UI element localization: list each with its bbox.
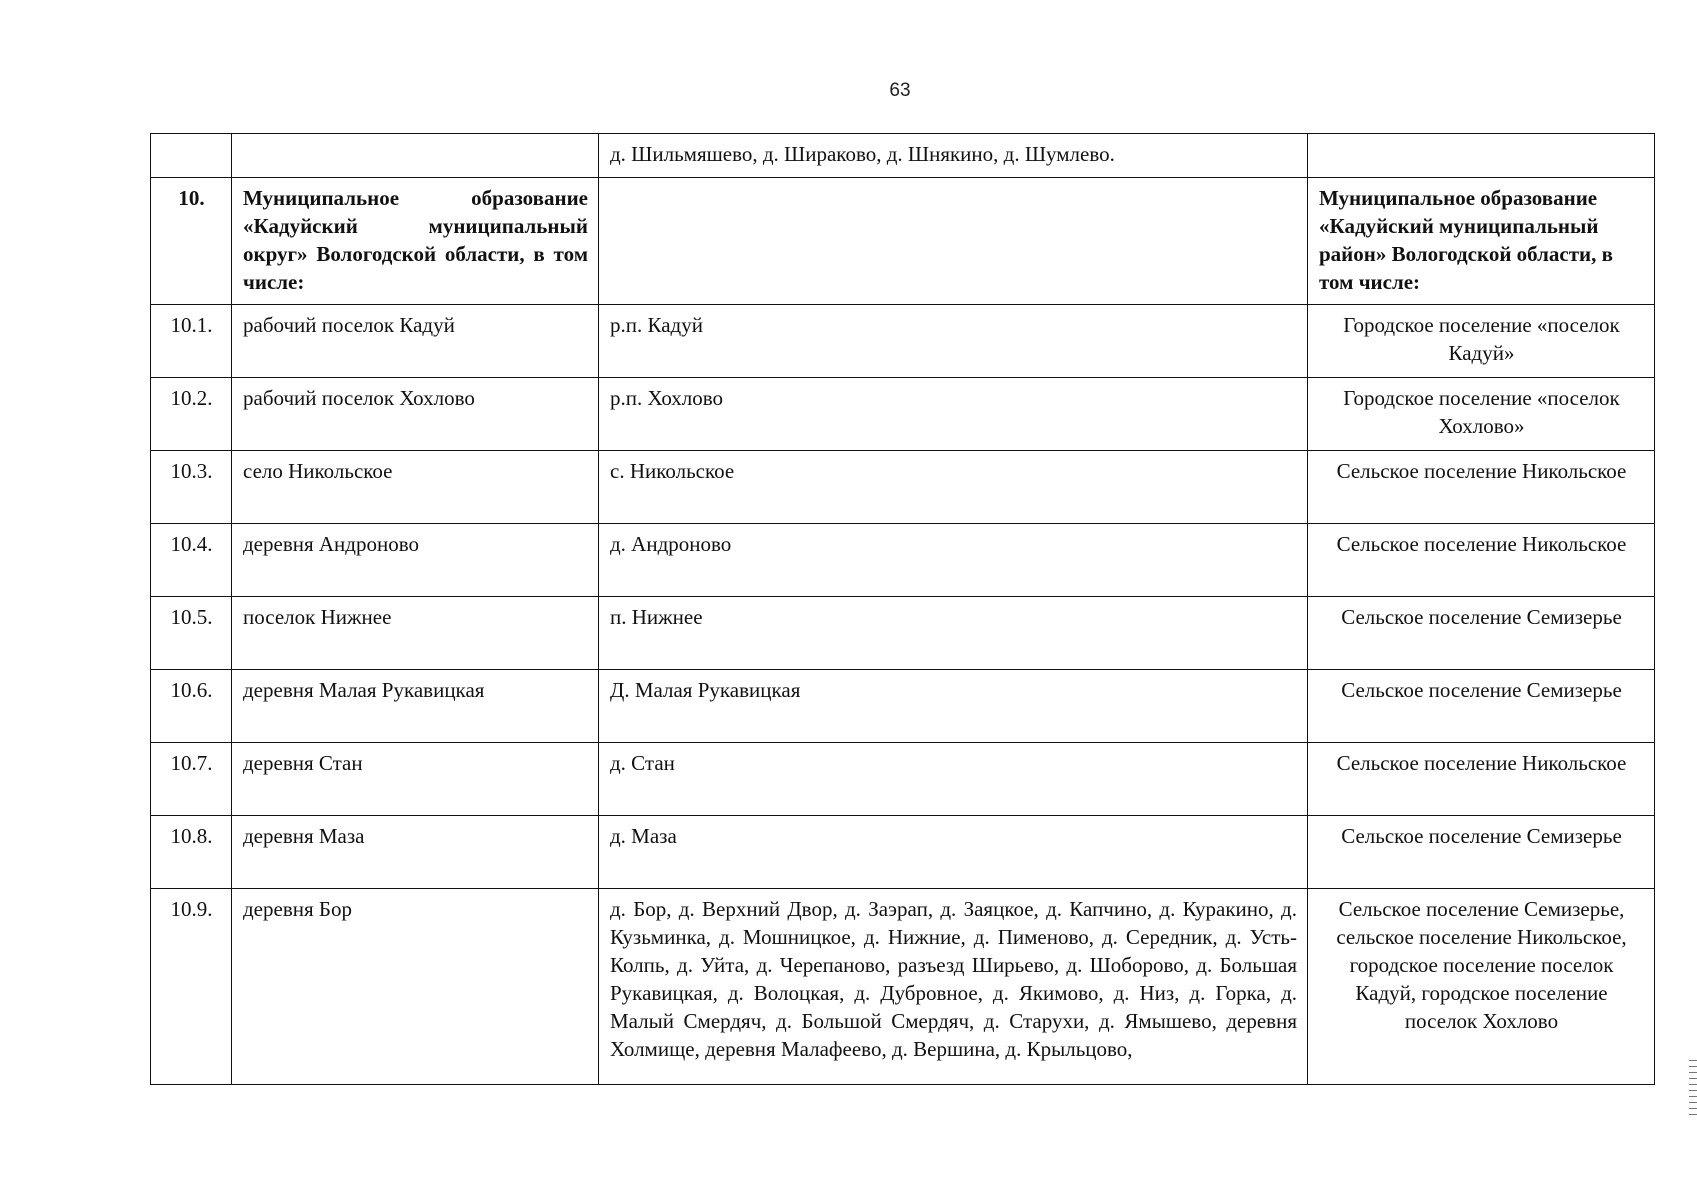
municipality-name: деревня Маза [232,816,599,889]
former-municipality: Сельское поселение Семизерье [1308,670,1655,743]
settlements-list: д. Шильмяшево, д. Шираково, д. Шнякино, д. Шумлево. [599,134,1308,178]
row-number: 10.3. [151,451,232,524]
former-municipality: Сельское поселение Никольское [1308,743,1655,816]
page-number: 63 [889,80,911,101]
table-row [151,816,1655,889]
settlements-list: р.п. Кадуй [599,305,1308,378]
former-municipality [1308,134,1655,178]
settlements-list: Д. Малая Рукавицкая [599,670,1308,743]
municipality-name: поселок Нижнее [232,597,599,670]
table-row-section [151,178,1655,305]
former-municipality: Сельское поселение Семизерье [1308,816,1655,889]
former-municipality: Городское поселение «поселок Кадуй» [1308,305,1655,378]
municipality-name: деревня Малая Рукавицкая [232,670,599,743]
settlements-list: д. Стан [599,743,1308,816]
row-number: 10.2. [151,378,232,451]
settlements-list: д. Андроново [599,524,1308,597]
table-row [151,451,1655,524]
settlements-table [150,133,1655,1085]
municipality-name: рабочий поселок Кадуй [232,305,599,378]
former-municipality: Муниципальное образование «Кадуйский муниципальный район» Вологодской области, в том числе: [1308,178,1655,305]
municipality-name: деревня Стан [232,743,599,816]
former-municipality: Сельское поселение Семизерье, сельское поселение Никольское, городское поселение поселок Кадуй, городское поселение поселок Хохлово [1308,889,1655,1085]
table-row [151,743,1655,816]
municipality-name: Муниципальное образование «Кадуйский муниципальный округ» Вологодской области, в том числе: [232,178,599,305]
municipality-name: деревня Бор [232,889,599,1085]
row-number: 10.9. [151,889,232,1085]
settlements-list [599,178,1308,305]
row-number: 10. [151,178,232,305]
former-municipality: Городское поселение «поселок Хохлово» [1308,378,1655,451]
settlements-list: р.п. Хохлово [599,378,1308,451]
row-number: 10.1. [151,305,232,378]
table-row [151,305,1655,378]
former-municipality: Сельское поселение Никольское [1308,451,1655,524]
row-number: 10.7. [151,743,232,816]
row-number [151,134,232,178]
settlements-list: п. Нижнее [599,597,1308,670]
municipality-name: село Никольское [232,451,599,524]
table-row [151,889,1655,1085]
former-municipality: Сельское поселение Семизерье [1308,597,1655,670]
municipality-name [232,134,599,178]
row-number: 10.5. [151,597,232,670]
settlements-list: с. Никольское [599,451,1308,524]
table-row [151,524,1655,597]
scan-edge-marks [1689,1060,1697,1120]
settlements-list: д. Бор, д. Верхний Двор, д. Заэрап, д. Заяцкое, д. Капчино, д. Куракино, д. Кузьминка, д. Мошницкое, д. Нижние, д. Пименово, д. Середник, д. Усть-Колпь, д. Уйта, д. Черепаново, разъезд Ширьево, д. Шоборово, д. Большая Рукавицкая, д. Волоцкая, д. Дубровное, д. Якимово, д. Низ, д. Горка, д. Малый Смердяч, д. Большой Смердяч, д. Старухи, д. Ямышево, деревня Холмище, деревня Малафеево, д. Вершина, д. Крыльцово, [599,889,1308,1085]
municipality-name: деревня Андроново [232,524,599,597]
table-row [151,378,1655,451]
municipality-name: рабочий поселок Хохлово [232,378,599,451]
table-row-continuation [151,134,1655,178]
former-municipality: Сельское поселение Никольское [1308,524,1655,597]
row-number: 10.4. [151,524,232,597]
table-row [151,597,1655,670]
table-row [151,670,1655,743]
row-number: 10.6. [151,670,232,743]
row-number: 10.8. [151,816,232,889]
settlements-list: д. Маза [599,816,1308,889]
